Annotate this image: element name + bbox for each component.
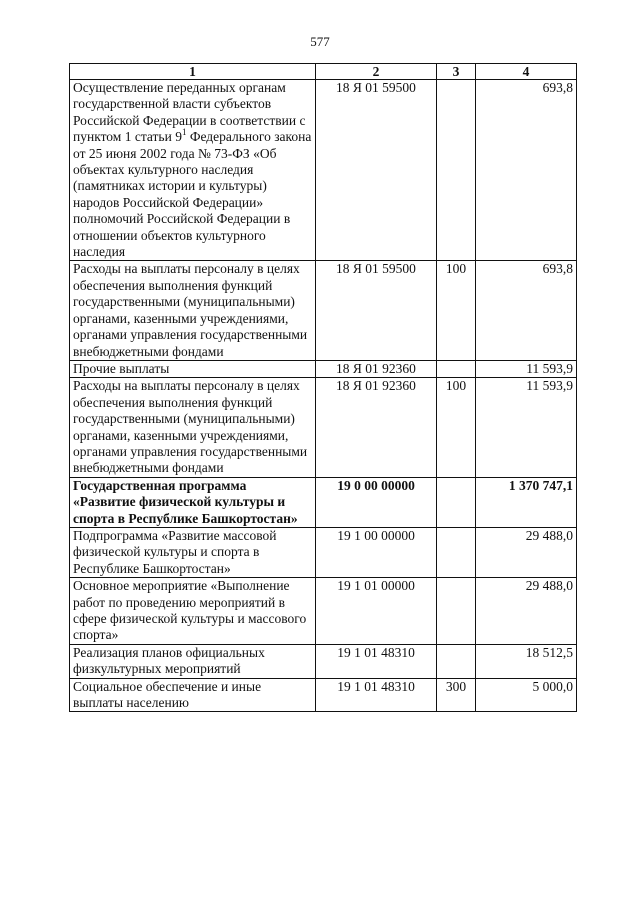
table-row-program xyxy=(70,477,577,527)
row-name: Расходы на выплаты персоналу в целях обеспечения выполнения функций государственными (муниципальными) органами, казенными учреждениями, органами управления государственными внебюджетными фондами xyxy=(70,378,316,477)
row-code: 18 Я 01 92360 xyxy=(316,360,437,377)
column-header: 3 xyxy=(437,64,476,80)
row-amount: 1 370 747,1 xyxy=(476,477,577,527)
table-row xyxy=(70,261,577,360)
table-row xyxy=(70,678,577,712)
row-code: 18 Я 01 59500 xyxy=(316,80,437,261)
table-row xyxy=(70,527,577,577)
row-code: 19 1 01 48310 xyxy=(316,644,437,678)
row-type xyxy=(437,360,476,377)
table-header-row xyxy=(70,64,577,80)
row-type xyxy=(437,477,476,527)
row-name-text-continued: Федерального закона от 25 июня 2002 года № 73-ФЗ «Об объектах культурного наследия (памятниках истории и культуры) народов Российской Федерации» полномочий Российской Федерации в отношении объектов культурного наследия xyxy=(73,129,312,260)
row-type: 100 xyxy=(437,261,476,360)
row-code: 19 0 00 00000 xyxy=(316,477,437,527)
page-number: 577 xyxy=(310,34,330,49)
row-name xyxy=(70,80,316,261)
row-amount: 29 488,0 xyxy=(476,578,577,645)
row-name-text: Осуществление переданных органам государственной власти субъектов Российской Федерации в соответствии с пунктом 1 статьи 9 xyxy=(73,80,306,145)
row-code: 18 Я 01 92360 xyxy=(316,378,437,477)
row-name: Подпрограмма «Развитие массовой физической культуры и спорта в Республике Башкортостан» xyxy=(70,527,316,577)
row-amount: 29 488,0 xyxy=(476,527,577,577)
row-amount: 693,8 xyxy=(476,80,577,261)
row-code: 19 1 00 00000 xyxy=(316,527,437,577)
row-amount: 693,8 xyxy=(476,261,577,360)
superscript: 1 xyxy=(181,127,187,138)
column-header: 2 xyxy=(316,64,437,80)
row-name: Социальное обеспечение и иные выплаты населению xyxy=(70,678,316,712)
column-header: 1 xyxy=(70,64,316,80)
column-header: 4 xyxy=(476,64,577,80)
row-type: 100 xyxy=(437,378,476,477)
row-code: 19 1 01 00000 xyxy=(316,578,437,645)
row-amount: 11 593,9 xyxy=(476,378,577,477)
row-name: Государственная программа «Развитие физической культуры и спорта в Республике Башкортостан» xyxy=(70,477,316,527)
row-name: Прочие выплаты xyxy=(70,360,316,377)
row-type: 300 xyxy=(437,678,476,712)
table-row xyxy=(70,644,577,678)
row-code: 18 Я 01 59500 xyxy=(316,261,437,360)
row-name: Основное мероприятие «Выполнение работ по проведению мероприятий в сфере физической культуры и массового спорта» xyxy=(70,578,316,645)
row-amount: 5 000,0 xyxy=(476,678,577,712)
row-amount: 18 512,5 xyxy=(476,644,577,678)
row-amount: 11 593,9 xyxy=(476,360,577,377)
row-name: Расходы на выплаты персоналу в целях обеспечения выполнения функций государственными (муниципальными) органами, казенными учреждениями, органами управления государственными внебюджетными фондами xyxy=(70,261,316,360)
budget-table xyxy=(69,63,577,712)
table-row xyxy=(70,578,577,645)
row-type xyxy=(437,80,476,261)
row-type xyxy=(437,644,476,678)
table-row xyxy=(70,378,577,477)
row-type xyxy=(437,527,476,577)
table-row xyxy=(70,80,577,261)
row-code: 19 1 01 48310 xyxy=(316,678,437,712)
table-row xyxy=(70,360,577,377)
row-name: Реализация планов официальных физкультурных мероприятий xyxy=(70,644,316,678)
row-type xyxy=(437,578,476,645)
